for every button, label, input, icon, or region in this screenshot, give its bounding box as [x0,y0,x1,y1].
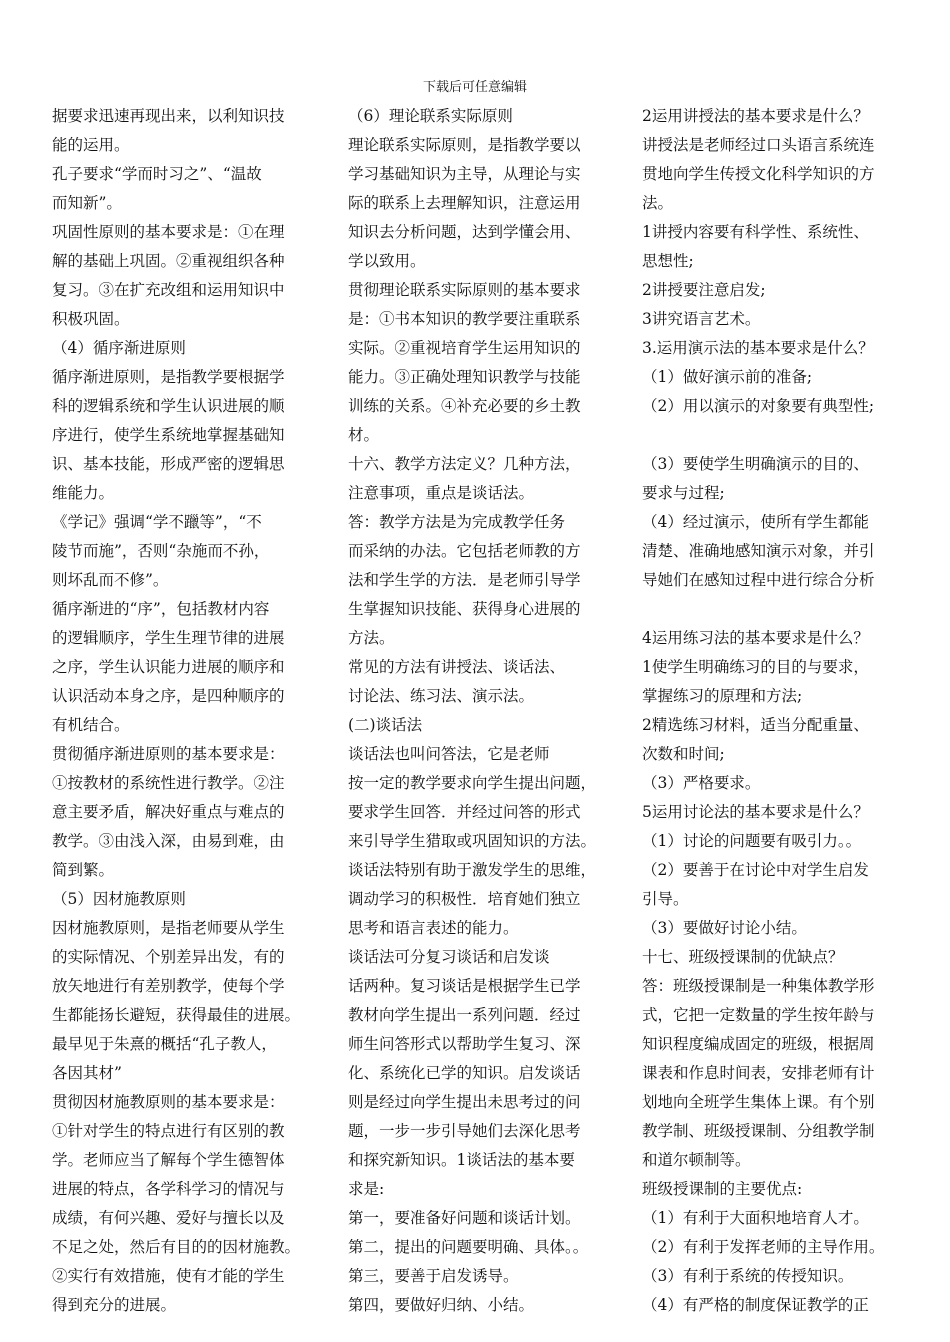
text-line: 生都能扬长避短，获得最佳的进展。 [52,1006,301,1024]
text-line: 理论联系实际原则，是指教学要以 [348,136,581,154]
text-line: ①针对学生的特点进行有区别的教 [52,1122,285,1140]
text-line: 解的基础上巩固。②重视组织各种 [52,252,285,270]
text-line: 思考和语言表述的能力。 [348,919,519,937]
text-line: 法。 [642,194,674,212]
text-line: 式，它把一定数量的学生按年龄与 [642,1006,875,1024]
text-line: ①按教材的系统性进行教学。②注 [52,774,285,792]
text-line: 学以致用。 [348,252,426,270]
text-line: 《学记》强调“学不躐等”，“不 [52,513,262,531]
text-line: 材。 [348,426,380,444]
text-line: 掌握练习的原理和方法; [642,687,803,705]
text-line: 各因其材” [52,1064,122,1082]
text-line: 之序，学生认识能力进展的顺序和 [52,658,285,676]
text-line: 能力。③正确处理知识教学与技能 [348,368,581,386]
text-line: 成绩，有何兴趣、爱好与擅长以及 [52,1209,285,1227]
text-line: 调动学习的积极性．培育她们独立 [348,890,581,908]
text-line: 十六、教学方法定义？几种方法， [348,455,581,473]
text-line: 简到繁。 [52,861,115,879]
text-line: 维能力。 [52,484,115,502]
text-line: 和道尔顿制等。 [642,1151,751,1169]
text-line: 2讲授要注意启发; [642,281,766,299]
text-line: 4运用练习法的基本要求是什么？ [642,629,869,647]
text-line: 求是: [348,1180,385,1198]
text-line: 第四，要做好归纳、小结。 [348,1296,535,1314]
text-line: 第二，提出的问题要明确、具体。。 [348,1238,589,1256]
text-line: （4）有严格的制度保证教学的正 [642,1296,869,1314]
text-line: 序进行，使学生系统地掌握基础知 [52,426,285,444]
text-line: 实际。②重视培育学生运用知识的 [348,339,581,357]
text-line: 进展的特点，各学科学习的情况与 [52,1180,285,1198]
text-line: 是：①书本知识的教学要注重联系 [348,310,581,328]
text-line: 方法。 [348,629,395,647]
text-line: 而采纳的办法。它包括老师教的方 [348,542,581,560]
text-line: 十七、班级授课制的优缺点？ [642,948,844,966]
text-line: （4）循序渐进原则 [52,339,186,357]
text-line: 巩固性原则的基本要求是：①在理 [52,223,285,241]
text-line: 谈话法特别有助于激发学生的思维， [348,861,597,879]
text-line: 知识去分析问题，达到学懂会用、 [348,223,581,241]
text-line: （3）严格要求。 [642,774,761,792]
text-line: 得到充分的进展。 [52,1296,177,1314]
text-line: 科的逻辑系统和学生认识进展的顺 [52,397,285,415]
text-line: 放矢地进行有差别教学，使每个学 [52,977,285,995]
text-line: 贯地向学生传授文化科学知识的方 [642,165,875,183]
text-line: 不足之处，然后有目的的因材施教。 [52,1238,301,1256]
text-line: 认识活动本身之序，是四种顺序的 [52,687,285,705]
text-line: 的实际情况、个别差异出发，有的 [52,948,285,966]
text-column-middle [348,102,618,1320]
text-line: （3）要做好讨论小结。 [642,919,807,937]
text-line: 陵节而施”，否则“杂施而不孙， [52,542,270,560]
text-line: 班级授课制的主要优点: [642,1180,803,1198]
text-line: 最早见于朱熹的概括“孔子教人， [52,1035,277,1053]
text-line: 生掌握知识技能、获得身心进展的 [348,600,581,618]
text-line: 次数和时间; [642,745,725,763]
text-line: 孔子要求“学而时习之”、“温故 [52,165,262,183]
text-line: 1使学生明确练习的目的与要求， [642,658,869,676]
text-line: 第一，要准备好问题和谈话计划。 [348,1209,581,1227]
text-line: (二)谈话法 [348,716,423,734]
text-line: 贯彻理论联系实际原则的基本要求 [348,281,581,299]
text-line: 因材施教原则，是指老师要从学生 [52,919,285,937]
text-line: 和探究新知识。1谈话法的基本要 [348,1151,575,1169]
text-line: （1）做好演示前的准备; [642,368,813,386]
text-line: 意主要矛盾，解决好重点与难点的 [52,803,285,821]
text-line: 要求与过程; [642,484,725,502]
text-line: 5运用讨论法的基本要求是什么？ [642,803,869,821]
text-line: ②实行有效措施，使有才能的学生 [52,1267,285,1285]
text-line: （4）经过演示，使所有学生都能 [642,513,869,531]
text-line: 师生问答形式以帮助学生复习、深 [348,1035,581,1053]
text-line: 贯彻因材施教原则的基本要求是： [52,1093,285,1111]
text-line [642,421,922,450]
text-line: 讨论法、练习法、演示法。 [348,687,535,705]
text-line: 课表和作息时间表，安排老师有计 [642,1064,875,1082]
text-line: 2运用讲授法的基本要求是什么？ [642,107,869,125]
text-line: 而知新”。 [52,194,122,212]
text-line: 答：班级授课制是一种集体教学形 [642,977,875,995]
text-line: （5）因材施教原则 [52,890,186,908]
text-line: 教学。③由浅入深，由易到难，由 [52,832,285,850]
text-line: （3）要使学生明确演示的目的、 [642,455,869,473]
text-line: 划地向全班学生集体上课。有个别 [642,1093,875,1111]
text-line: （1）讨论的问题要有吸引力。。 [642,832,862,850]
text-line: 思想性; [642,252,694,270]
text-line: 贯彻循序渐进原则的基本要求是： [52,745,285,763]
text-line: 导她们在感知过程中进行综合分析 [642,571,875,589]
text-line: 学习基础知识为主导，从理论与实 [348,165,581,183]
text-line: 有机结合。 [52,716,130,734]
text-line: 积极巩固。 [52,310,130,328]
text-line: 引导。 [642,890,689,908]
text-line: 3讲究语言艺术。 [642,310,761,328]
text-line: （2）要善于在讨论中对学生启发 [642,861,869,879]
text-line: 话两种。复习谈话是根据学生已学 [348,977,581,995]
text-line: 训练的关系。④补充必要的乡土教 [348,397,581,415]
text-line: 第三，要善于启发诱导。 [348,1267,519,1285]
text-line: 来引导学生猎取或巩固知识的方法。 [348,832,597,850]
text-line: 答：教学方法是为完成教学任务 [348,513,566,531]
text-line: 谈话法可分复习谈话和启发谈 [348,948,550,966]
text-line: 注意事项，重点是谈话法。 [348,484,535,502]
text-line: 循序渐进原则，是指教学要根据学 [52,368,285,386]
text-line: 际的联系上去理解知识，注意运用 [348,194,581,212]
text-line: 教材向学生提出一系列问题．经过 [348,1006,581,1024]
text-line: 的逻辑顺序，学生生理节律的进展 [52,629,285,647]
text-line: 复习。③在扩充改组和运用知识中 [52,281,285,299]
text-line: 题，一步一步引导她们去深化思考 [348,1122,581,1140]
text-line [642,595,922,624]
text-line: 教学制、班级授课制、分组教学制 [642,1122,875,1140]
text-line: 据要求迅速再现出来，以利知识技 [52,107,285,125]
text-line: 则是经过向学生提出未思考过的问 [348,1093,581,1111]
text-line: 则坏乱而不修”。 [52,571,169,589]
text-line: 要求学生回答．并经过问答的形式 [348,803,581,821]
text-line: 常见的方法有讲授法、谈话法、 [348,658,566,676]
text-column-right [642,102,922,1320]
text-line: 能的运用。 [52,136,130,154]
text-line: 学。老师应当了解每个学生德智体 [52,1151,285,1169]
text-line: 化、系统化已学的知识。启发谈话 [348,1064,581,1082]
text-line: 法和学生学的方法．是老师引导学 [348,571,581,589]
text-line: （2）有利于发挥老师的主导作用。 [642,1238,885,1256]
text-line: 谈话法也叫问答法，它是老师 [348,745,550,763]
text-line: 知识程度编成固定的班级，根据周 [642,1035,875,1053]
page-header: 下载后可任意编辑 [422,80,527,95]
text-line: （6）理论联系实际原则 [348,107,513,125]
text-line: （1）有利于大面积地培育人才。 [642,1209,869,1227]
text-line: 2精选练习材料，适当分配重量、 [642,716,869,734]
text-column-left [52,102,322,1320]
text-line: （2）用以演示的对象要有典型性; [642,397,875,415]
text-line: 循序渐进的“序”，包括教材内容 [52,600,270,618]
text-line: 3.运用演示法的基本要求是什么？ [642,339,874,357]
text-line: 1讲授内容要有科学性、系统性、 [642,223,869,241]
text-line: 清楚、准确地感知演示对象，并引 [642,542,875,560]
text-line: 讲授法是老师经过口头语言系统连 [642,136,875,154]
text-line: 识、基本技能，形成严密的逻辑思 [52,455,285,473]
text-line: 按一定的教学要求向学生提出问题， [348,774,597,792]
text-line: （3）有利于系统的传授知识。 [642,1267,854,1285]
